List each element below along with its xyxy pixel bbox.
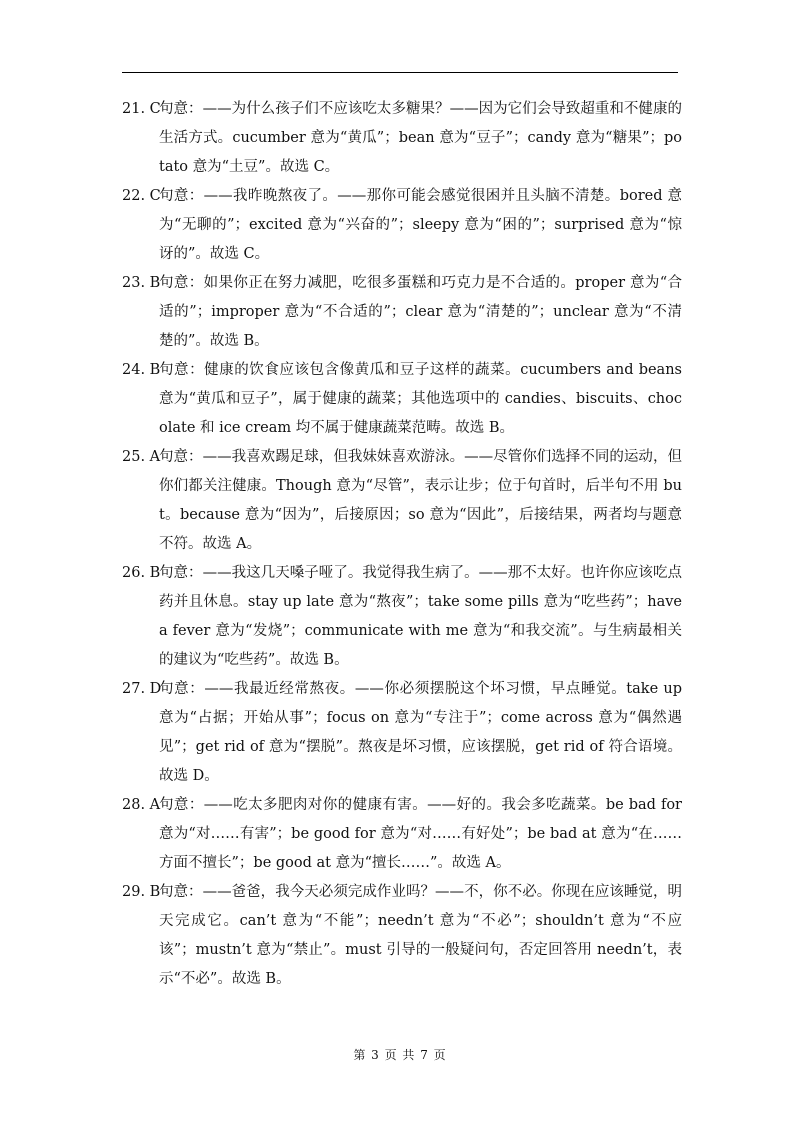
answer-number: 28. A [122, 797, 161, 813]
answer-explanation: 句意：——我喜欢踢足球，但我妹妹喜欢游泳。——尽管你们选择不同的运动，但你们都关注健康。Though 意为“尽管”，表示让步；位于句首时，后半句不用 but。because 意为“因为”，后接原因；so 意为“因此”，后接结果，两者均与题意不符。故选 A。 [159, 449, 682, 552]
answer-explanation: 句意：——我最近经常熬夜。——你必须摆脱这个坏习惯，早点睡觉。take up 意为“占据；开始从事”；focus on 意为“专注于”；come across 意为“偶然遇见”；get rid of 意为“摆脱”。熬夜是坏习惯，应该摆脱，get rid of 符合语境。故选 D。 [159, 681, 682, 784]
answer-item-22 [122, 182, 682, 269]
answer-item-28 [122, 791, 682, 878]
answer-explanation: 句意：——我这几天嗓子哑了。我觉得我生病了。——那不太好。也许你应该吃点药并且休息。stay up late 意为“熬夜”；take some pills 意为“吃些药”；have a fever 意为“发烧”；communicate with me 意为“和我交流”。与生病最相关的建议为“吃些药”。故选 B。 [159, 565, 682, 668]
answer-item-21 [122, 95, 682, 182]
answer-number: 26. B [122, 565, 161, 581]
answer-explanation: 句意：——爸爸，我今天必须完成作业吗？——不，你不必。你现在应该睡觉，明天完成它。can’t 意为“不能”；needn’t 意为“不必”；shouldn’t 意为“不应该”；mustn’t 意为“禁止”。must 引导的一般疑问句，否定回答用 needn’t，表示“不必”。故选 B。 [159, 884, 682, 987]
answer-number: 24. B [122, 362, 161, 378]
answer-item-23 [122, 269, 682, 356]
page-footer: 第 3 页 共 7 页 [353, 1048, 447, 1062]
answer-number: 22. C [122, 188, 161, 204]
answer-item-29 [122, 878, 682, 994]
answer-list [122, 95, 682, 994]
answer-number: 27. D [122, 681, 162, 697]
answer-item-27 [122, 675, 682, 791]
answer-explanation: 句意：健康的饮食应该包含像黄瓜和豆子这样的蔬菜。cucumbers and beans 意为“黄瓜和豆子”，属于健康的蔬菜；其他选项中的 candies、biscuits、chocolate 和 ice cream 均不属于健康蔬菜范畴。故选 B。 [159, 362, 682, 436]
answer-explanation: 句意：——我昨晚熬夜了。——那你可能会感觉很困并且头脑不清楚。bored 意为“无聊的”；excited 意为“兴奋的”；sleepy 意为“困的”；surprised 意为“惊讶的”。故选 C。 [159, 188, 682, 262]
answer-explanation: 句意：——为什么孩子们不应该吃太多糖果？——因为它们会导致超重和不健康的生活方式。cucumber 意为“黄瓜”；bean 意为“豆子”；candy 意为“糖果”；potato 意为“土豆”。故选 C。 [159, 101, 682, 175]
answer-item-25 [122, 443, 682, 559]
answer-item-26 [122, 559, 682, 675]
answer-explanation: 句意：如果你正在努力减肥，吃很多蛋糕和巧克力是不合适的。proper 意为“合适的”；improper 意为“不合适的”；clear 意为“清楚的”；unclear 意为“不清楚的”。故选 B。 [159, 275, 682, 349]
answer-item-24 [122, 356, 682, 443]
answer-number: 21. C [122, 101, 161, 117]
answer-number: 23. B [122, 275, 161, 291]
header-rule [122, 72, 678, 73]
answer-number: 29. B [122, 884, 161, 900]
answer-number: 25. A [122, 449, 161, 465]
answer-explanation: 句意：——吃太多肥肉对你的健康有害。——好的。我会多吃蔬菜。be bad for 意为“对……有害”；be good for 意为“对……有好处”；be bad at 意为“在……方面不擅长”；be good at 意为“擅长……”。故选 A。 [159, 797, 682, 871]
